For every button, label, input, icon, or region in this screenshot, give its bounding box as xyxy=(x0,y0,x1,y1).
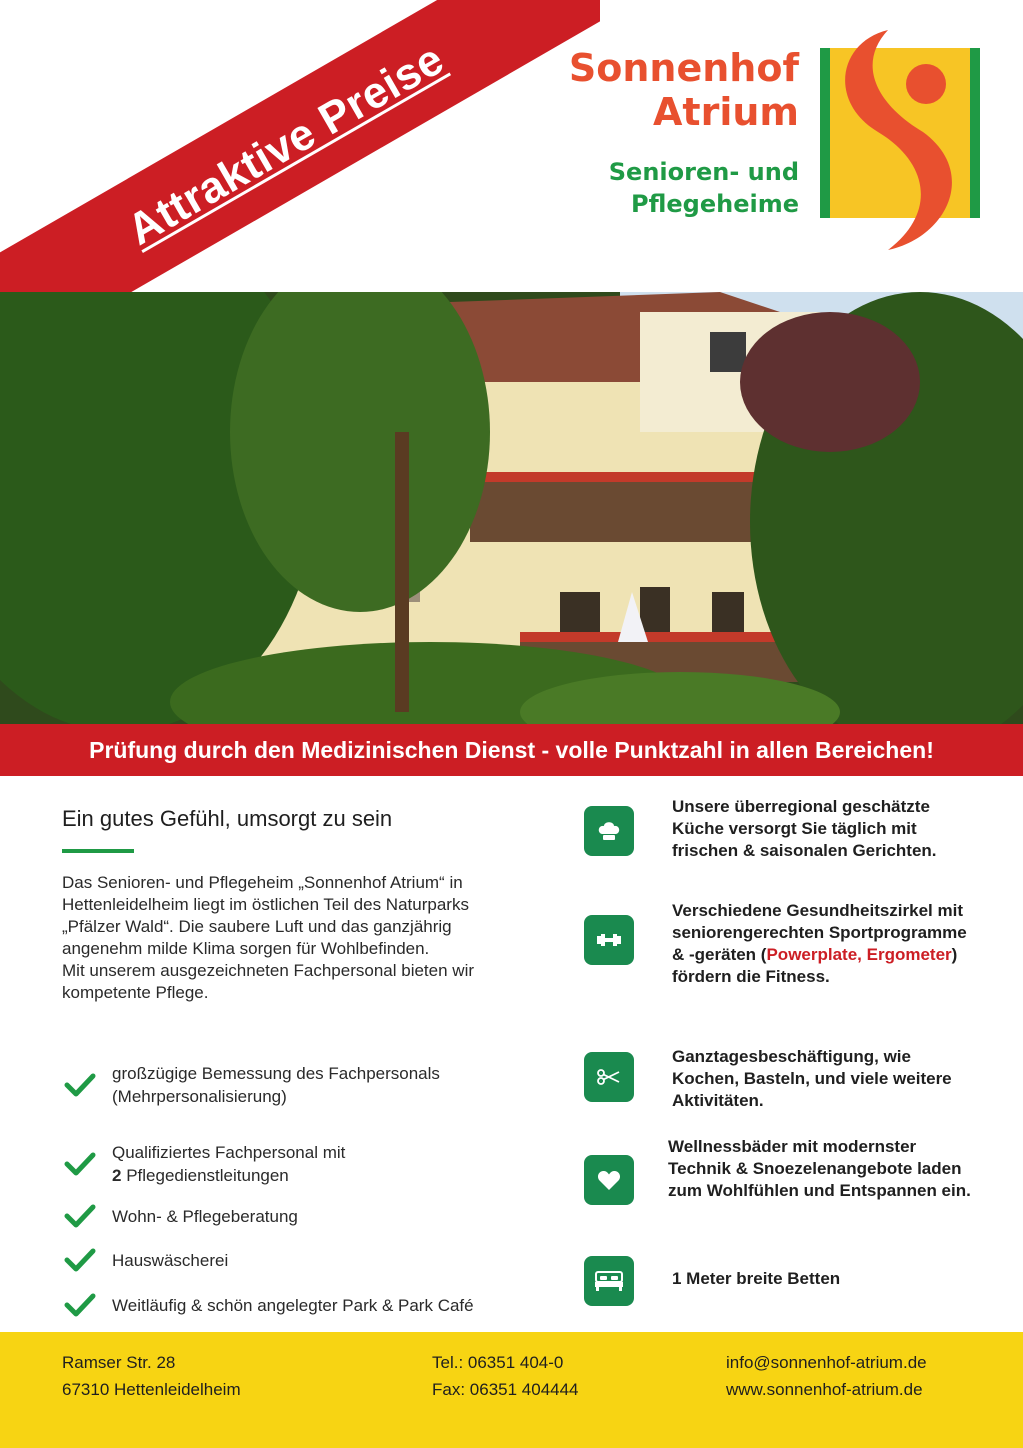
logo-brand-name xyxy=(569,46,799,134)
check-item-text: Hauswäscherei xyxy=(112,1250,229,1270)
check-item-suffix: Pflegedienstleitungen xyxy=(121,1166,289,1185)
feature-activities-text: Ganztagesbeschäftigung, wie Kochen, Basteln, und viele weitere Aktivitäten. xyxy=(672,1047,952,1110)
footer-email-link[interactable]: info@sonnenhof-atrium.de xyxy=(726,1353,927,1372)
intro-paragraph-1: Das Senioren- und Pflegeheim „Sonnenhof Atrium“ in Hettenleidelheim liegt im östlichen Teil des Naturparks „Pfälzer Wald“. Die saubere Luft und das ganzjährig angenehm milde Klima sorgen für Wohlbefinden. xyxy=(62,873,469,958)
inspection-stripe xyxy=(0,724,1023,776)
checkmark-icon xyxy=(62,1201,98,1231)
feature-kitchen-text: Unsere überregional geschätzte Küche versorgt Sie täglich mit frischen & saisonalen Gerichten. xyxy=(672,797,937,860)
price-banner xyxy=(0,0,600,300)
check-item xyxy=(62,1201,562,1231)
check-item xyxy=(62,1141,562,1187)
fitness-equipment-highlight: Powerplate, Ergometer xyxy=(766,945,952,964)
fitness-text-end: ) fördern die Fitness. xyxy=(672,945,958,986)
check-item-text: Weitläufig & schön angelegter Park & Park Café xyxy=(112,1295,474,1315)
price-banner-ribbon xyxy=(0,0,600,300)
checkmark-icon xyxy=(62,1070,98,1100)
price-banner-text: Attraktive Preise xyxy=(119,34,453,255)
check-item-line: (Mehrpersonalisierung) xyxy=(112,1087,287,1106)
check-item-text xyxy=(112,1062,440,1108)
feature-wellness-text: Wellnessbäder mit modernster Technik & Snoezelenangebote laden zum Wohlfühlen und Entspannen ein. xyxy=(668,1137,971,1200)
heart-icon xyxy=(584,1155,634,1205)
checkmark-icon xyxy=(62,1245,98,1275)
intro-paragraph-2: Mit unserem ausgezeichneten Fachpersonal bieten wir kompetente Pflege. xyxy=(62,961,475,1002)
checkmark-icon xyxy=(62,1149,98,1179)
footer-phone xyxy=(432,1349,579,1403)
logo-name-line2: Atrium xyxy=(653,90,799,134)
bed-icon xyxy=(584,1256,634,1306)
fitness-text-start: Verschiedene Gesundheitszirkel mit seniorengerechten Sportprogramme & -geräten ( xyxy=(672,901,967,964)
logo-name-line1: Sonnenhof xyxy=(568,46,799,90)
chef-hat-icon xyxy=(584,806,634,856)
footer-tel[interactable]: Tel.: 06351 404-0 xyxy=(432,1353,564,1372)
inspection-text: Prüfung durch den Medizinischen Dienst - volle Punktzahl in allen Bereichen! xyxy=(89,736,934,763)
logo-sub-line1: Senioren- und xyxy=(608,158,799,186)
check-item-line: Qualifiziertes Fachpersonal mit xyxy=(112,1143,346,1162)
check-item xyxy=(62,1290,562,1320)
intro-text xyxy=(62,872,532,1004)
checkmark-icon xyxy=(62,1290,98,1320)
check-item-number: 2 xyxy=(112,1166,122,1185)
check-item xyxy=(62,1245,562,1275)
check-item-text xyxy=(112,1141,345,1187)
check-item-line xyxy=(112,1164,345,1187)
building-photo xyxy=(0,292,1023,724)
check-item-text: Wohn- & Pflegeberatung xyxy=(112,1206,298,1226)
check-item-line: großzügige Bemessung des Fachpersonals xyxy=(112,1064,440,1083)
logo-mark-icon xyxy=(818,22,988,254)
footer-address xyxy=(62,1349,241,1403)
footer-street: Ramser Str. 28 xyxy=(62,1353,176,1372)
dumbbell-icon xyxy=(584,915,634,965)
heading-divider xyxy=(62,849,134,853)
logo-sub-line2: Pflegeheime xyxy=(631,190,799,218)
footer-web-link[interactable]: www.sonnenhof-atrium.de xyxy=(726,1380,923,1399)
feature-fitness-text xyxy=(672,900,982,988)
footer-fax: Fax: 06351 404444 xyxy=(432,1380,579,1399)
feature-beds-text: 1 Meter breite Betten xyxy=(672,1269,841,1288)
footer-city: 67310 Hettenleidelheim xyxy=(62,1380,241,1399)
footer-online xyxy=(726,1349,927,1403)
check-item xyxy=(62,1062,562,1108)
section-heading: Ein gutes Gefühl, umsorgt zu sein xyxy=(62,806,393,831)
scissors-icon xyxy=(584,1052,634,1102)
logo-subtitle xyxy=(609,156,799,220)
